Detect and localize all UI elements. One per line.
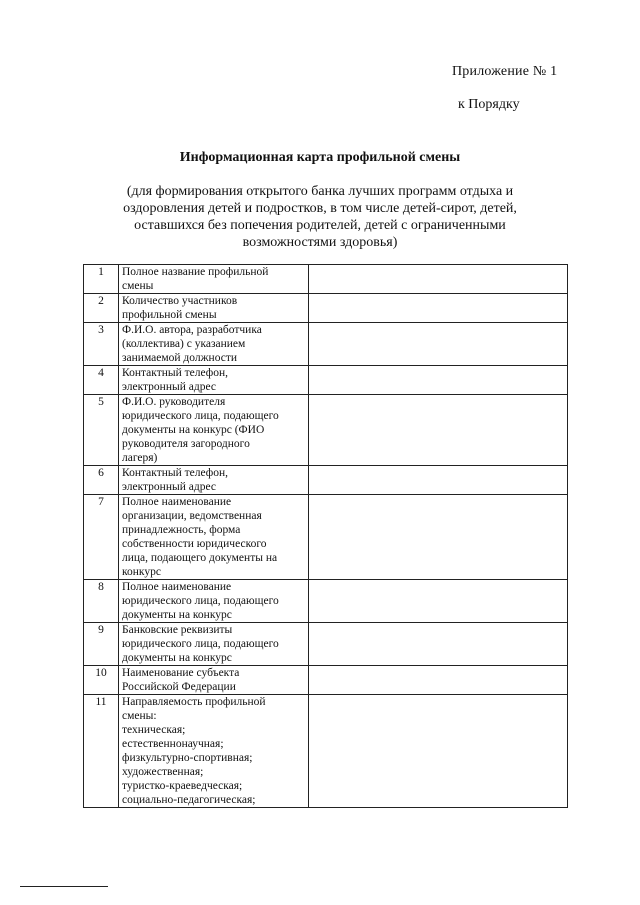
row-value-cell xyxy=(309,294,568,323)
row-label: Ф.И.О. автора, разработчика (коллектива) с указанием занимаемой должности xyxy=(119,323,309,366)
row-label: Банковские реквизиты юридического лица, подающего документы на конкурс xyxy=(119,623,309,666)
row-number: 10 xyxy=(84,666,119,695)
table-row xyxy=(84,466,568,495)
table-row xyxy=(84,294,568,323)
footnote-divider xyxy=(20,886,108,887)
row-value-cell xyxy=(309,666,568,695)
row-value-cell xyxy=(309,395,568,466)
row-number: 6 xyxy=(84,466,119,495)
row-value-cell xyxy=(309,366,568,395)
row-value-cell xyxy=(309,580,568,623)
table-row xyxy=(84,666,568,695)
row-number: 4 xyxy=(84,366,119,395)
row-label: Направляемость профильной смены: техническая; естественнонаучная; физкультурно-спортивная; художественная; туристко-краеведческая; социально-педагогическая; xyxy=(119,695,309,808)
table-row xyxy=(84,580,568,623)
row-number: 9 xyxy=(84,623,119,666)
row-number: 8 xyxy=(84,580,119,623)
row-number: 3 xyxy=(84,323,119,366)
row-value-cell xyxy=(309,495,568,580)
row-value-cell xyxy=(309,265,568,294)
row-value-cell xyxy=(309,466,568,495)
appendix-label: Приложение № 1 xyxy=(452,64,558,79)
row-value-cell xyxy=(309,323,568,366)
row-label: Наименование субъекта Российской Федерации xyxy=(119,666,309,695)
row-number: 5 xyxy=(84,395,119,466)
order-reference: к Порядку xyxy=(458,97,520,112)
info-card-table xyxy=(83,264,568,808)
row-label: Полное наименование юридического лица, подающего документы на конкурс xyxy=(119,580,309,623)
table-row xyxy=(84,695,568,808)
row-label: Количество участников профильной смены xyxy=(119,294,309,323)
row-label: Контактный телефон, электронный адрес xyxy=(119,366,309,395)
document-subtitle: (для формирования открытого банка лучших программ отдыха и оздоровления детей и подростков, в том числе детей-сирот, детей, оставшихся без попечения родителей, детей с ограниченными возможностями здоровья) xyxy=(123,184,517,250)
row-label: Ф.И.О. руководителя юридического лица, подающего документы на конкурс (ФИО руководителя загородного лагеря) xyxy=(119,395,309,466)
table-row xyxy=(84,495,568,580)
row-number: 2 xyxy=(84,294,119,323)
row-label: Контактный телефон, электронный адрес xyxy=(119,466,309,495)
row-number: 7 xyxy=(84,495,119,580)
row-number: 11 xyxy=(84,695,119,808)
table-row xyxy=(84,395,568,466)
row-value-cell xyxy=(309,695,568,808)
row-label: Полное наименование организации, ведомственная принадлежность, форма собственности юридического лица, подающего документы на конкурс xyxy=(119,495,309,580)
row-label: Полное название профильной смены xyxy=(119,265,309,294)
table-row xyxy=(84,265,568,294)
table-row xyxy=(84,366,568,395)
document-title: Информационная карта профильной смены xyxy=(179,150,461,165)
table-row xyxy=(84,623,568,666)
table-row xyxy=(84,323,568,366)
row-number: 1 xyxy=(84,265,119,294)
row-value-cell xyxy=(309,623,568,666)
